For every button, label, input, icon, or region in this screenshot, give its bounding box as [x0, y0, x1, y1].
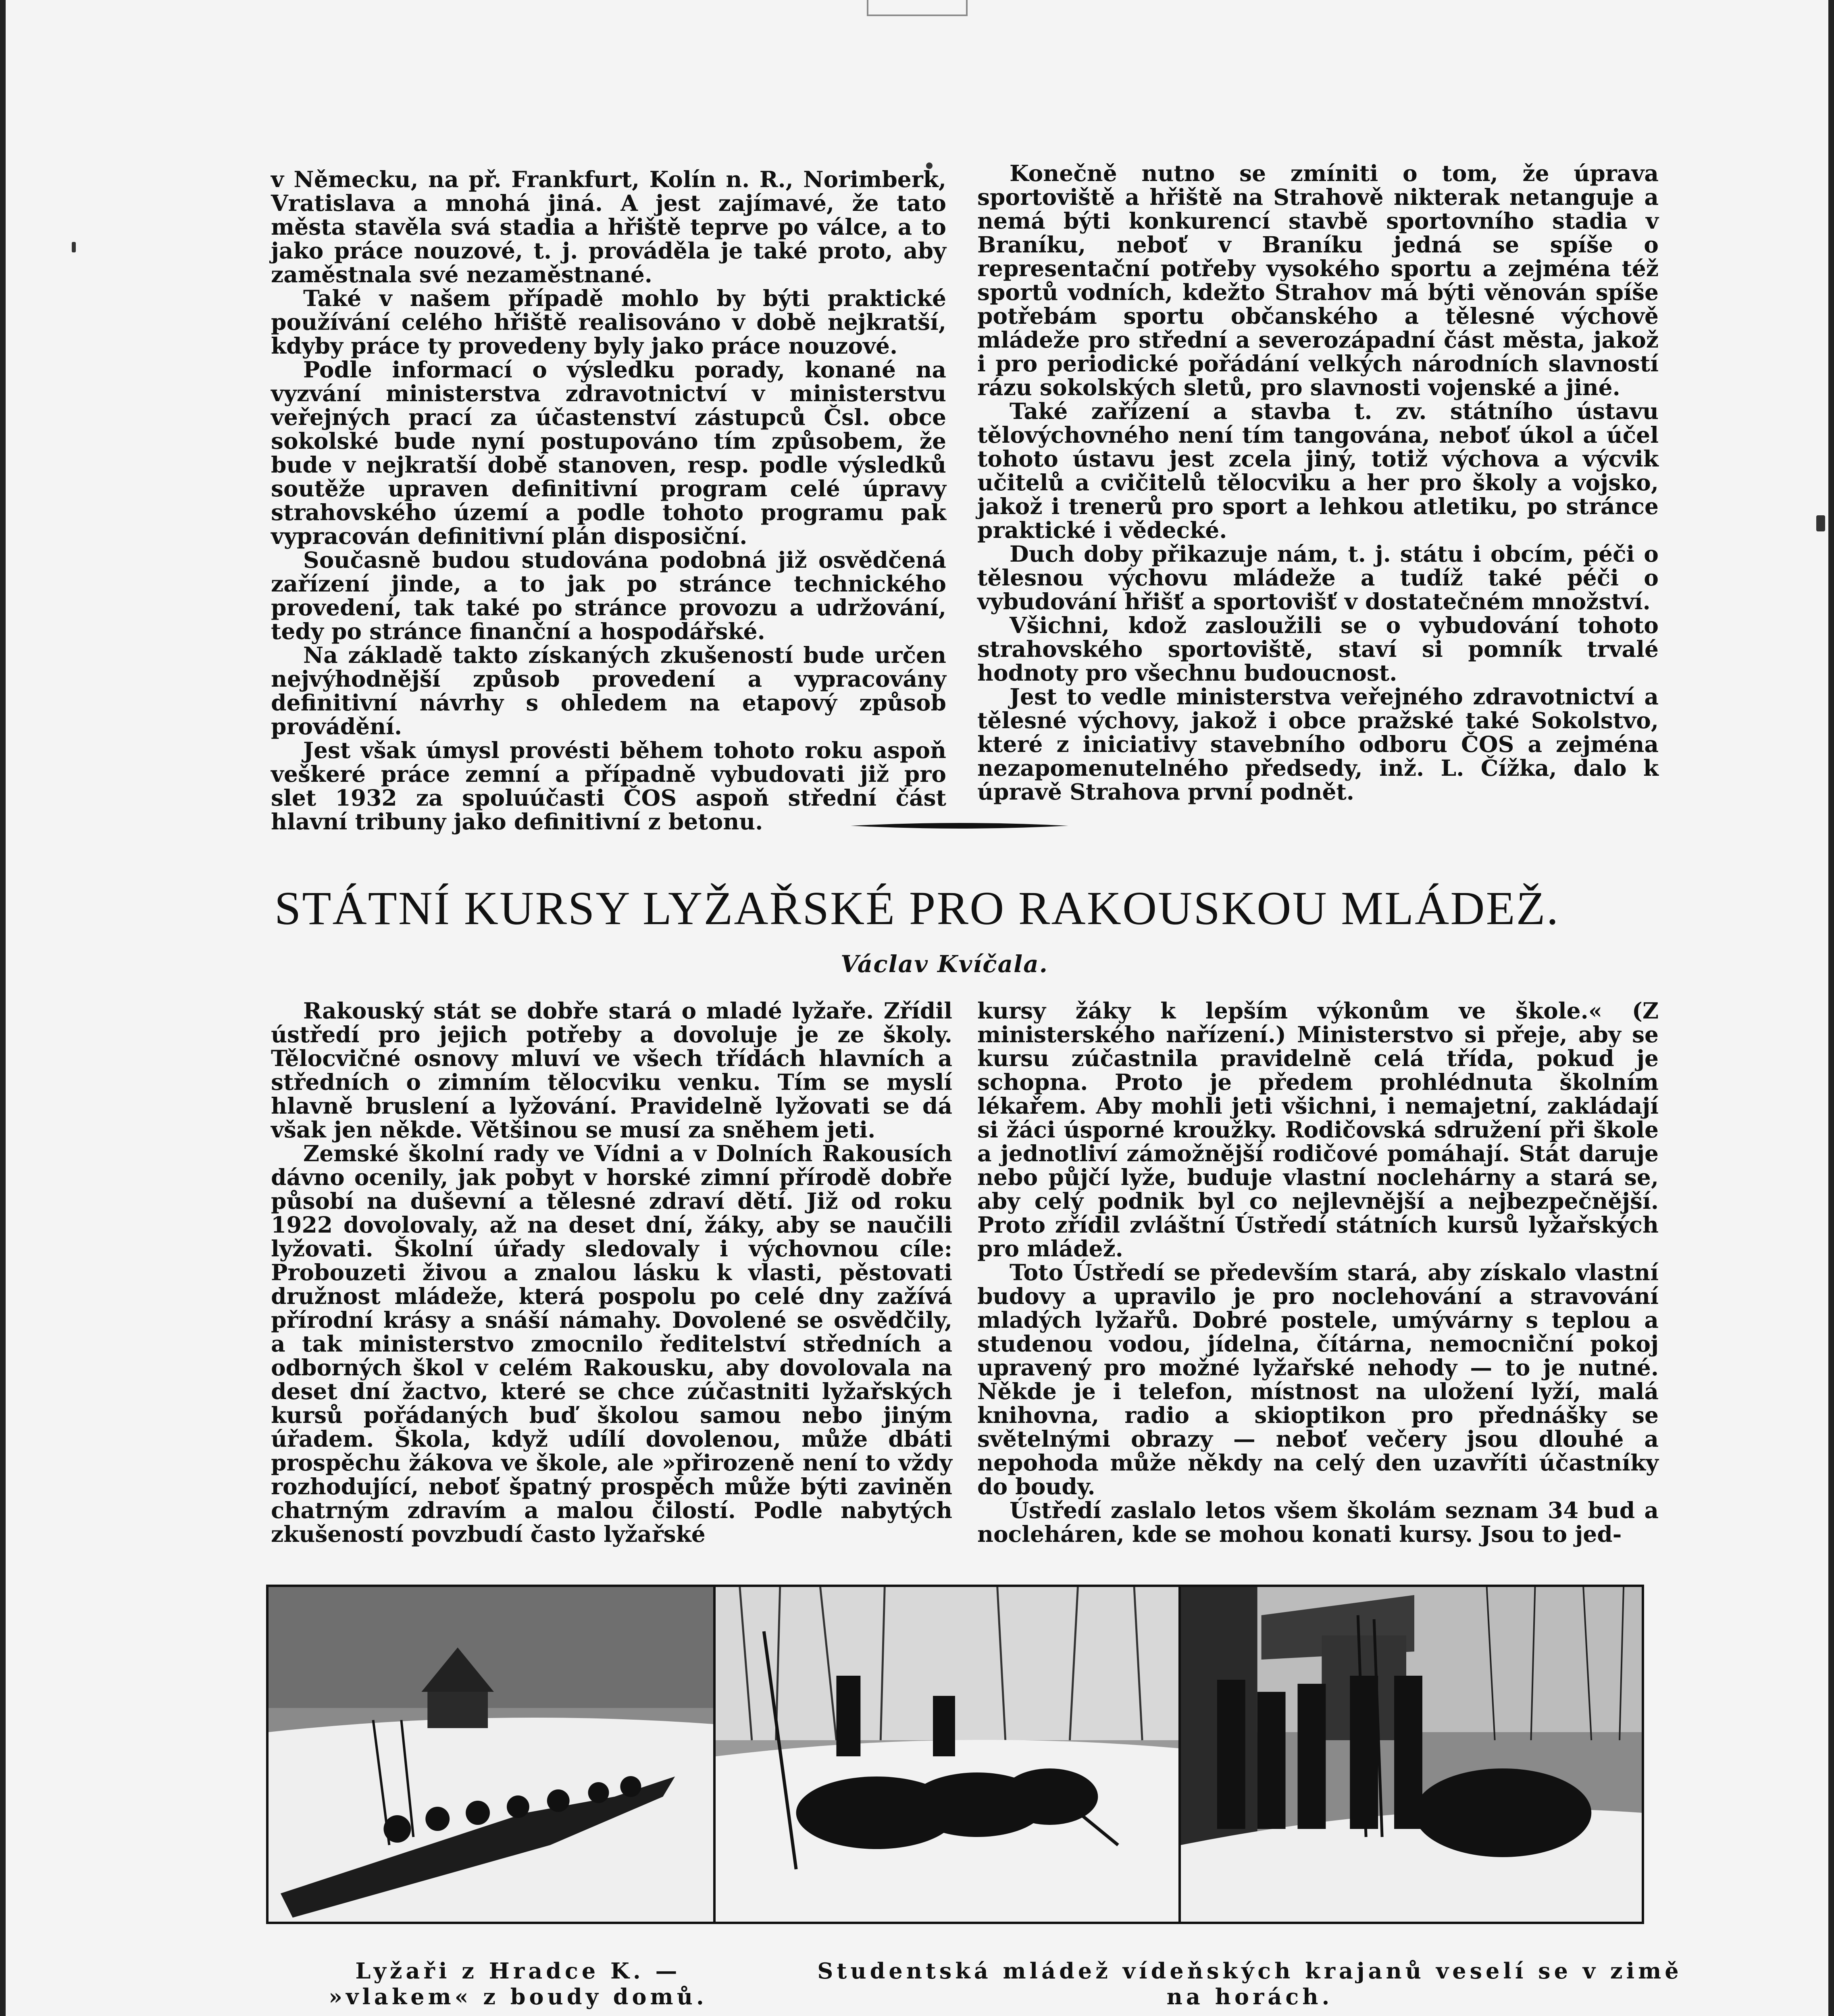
binding-tab — [867, 0, 968, 16]
paragraph: Duch doby přikazuje nám, t. j. státu i obcím, péči o tělesnou výchovu mládeže a tudíž také péči o vybudování hřišť a sportovišť v dostatečném množství. — [977, 541, 1659, 614]
paragraph: kursy žáky k lepším výkonům ve škole.« (Z ministerského nařízení.) Ministerstvo si přeje, aby se kursu zúčastnila pravidelně celá třída, pokud je schopna. Proto je předem prohlédnuta školním lékařem. Aby mohli jeti všichni, i nemajetní, zakládají si žáci úsporné kroužky. Rodičovská sdružení při škole a jednotliví zámožnější rodičové pomáhají. Stát daruje nebo půjčí lyže, buduje vlastní noclehárny a stará se, aby celý podnik byl co nejlevnější a nejbezpečnější. Proto zřídil zvláštní Ústředí státních kursů lyžařských pro mládež. — [977, 998, 1659, 1262]
paragraph: Ústředí zaslalo letos všem školám seznam 34 bud a nocleháren, kde se mohou konati kursy. Jsou to jed- — [977, 1497, 1659, 1547]
paragraph: Současně budou studována podobná již osvědčená zařízení jinde, a to jak po stránce technického provedení, tak také po stránce provozu a udržování, tedy po stránce finanční a hospodářské. — [271, 547, 946, 644]
cabin-group-photo — [1178, 1587, 1642, 1922]
paragraph: Jest však úmysl provésti během tohoto roku aspoň veškeré práce zemní a případně vybudovati již pro slet 1932 za spoluúčasti ČOS aspoň střední část hlavní tribuny jako definitivní z betonu. — [271, 737, 946, 835]
left-column-top — [271, 167, 946, 833]
paragraph: Na základě takto získaných zkušeností bude určen nejvýhodnější způsob provedení a vypracovány definitivní návrhy s ohledem na etapový způsob provádění. — [271, 642, 946, 739]
students-snow-photo — [713, 1587, 1178, 1922]
right-column-top — [977, 161, 1659, 804]
paragraph: Podle informací o výsledku porady, konané na vyzvání ministerstva zdravotnictví v ministerstvu veřejných prací za účastenství zástupců Čsl. obce sokolské bude nyní postupováno tím způsobem, že bude v nejkratší době stanoven, resp. podle výsledků soutěže upraven definitivní program celé úpravy strahovského území a podle tohoto programu pak vypracován definitivní plán disposiční. — [271, 356, 946, 549]
paragraph: Zemské školní rady ve Vídni a v Dolních Rakousích dávno ocenily, jak pobyt v horské zimní přírodě dobře působí na duševní a tělesné zdraví dětí. Již od roku 1922 dovolovaly, až na deset dní, žáky, aby se naučili lyžovati. Školní úřady sledovaly i výchovnou cíle: Probouzeti živou a znalou lásku k vlasti, pěstovati družnost mládeže, která pospolu po celé dny zažívá přírodní krásy a snáší námahy. Dovolené se osvědčily, a tak ministerstvo zmocnilo ředitelství středních a odborných škol v celém Rakousku, aby dovolovala na deset dní žactvo, které se chce zúčastniti lyžařských kursů pořádaných buď školou samou nebo jiným úřadem. Škola, když udílí dovolenou, může dbáti prospěchu žákova ve škole, ale »přirozeně není to vždy rozhodující, neboť špatný prospěch může býti zaviněn chatrným zdravím a malou čilostí. Podle nabytých zkušeností povzbudí často lyžařské — [271, 1140, 952, 1547]
photo-caption-right: Studentská mládež vídeňských krajanů veselí se v zimě na horách. — [817, 1958, 1682, 2010]
paragraph: Také zařízení a stavba t. zv. státního ústavu tělovýchovného není tím tangována, neboť úkol a účel tohoto ústavu jest zcela jiný, totiž výchova a výcvik učitelů a cvičitelů tělocviku a her pro školy a vojsko, jakož i trenerů pro sport a lehkou atletiku, po stránce praktické i vědecké. — [977, 398, 1659, 543]
margin-mark — [72, 242, 76, 252]
paragraph: Všichni, kdož zasloužili se o vybudování tohoto strahovského sportoviště, staví si pomník trvalé hodnoty pro všechnu budoucnost. — [977, 612, 1659, 686]
paragraph: Také v našem případě mohlo by býti praktické používání celého hřiště realisováno v době nejkratší, kdyby práce ty provedeny byly jako práce nouzové. — [271, 285, 946, 359]
paragraph: Rakouský stát se dobře stará o mladé lyžaře. Zřídil ústředí pro jejich potřeby a dovoluje je ze školy. Tělocvičné osnovy mluví ve všech třídách hlavních a středních o zimním tělocviku venku. Tím se myslí hlavně bruslení a lyžování. Pravidelně lyžovati se dá však jen někde. Většinou se musí za sněhem jeti. — [271, 998, 952, 1143]
paragraph: Jest to vedle ministerstva veřejného zdravotnictví a tělesné výchovy, jakož i obce pražské také Sokolstvo, které z iniciativy stavebního odboru ČOS a zejména nezapomenutelného předsedy, inž. L. Čížka, dalo k úpravě Strahova první podnět. — [977, 683, 1659, 805]
paragraph: Toto Ústředí se především stará, aby získalo vlastní budovy a upravilo je pro noclehování a stravování mladých lyžařů. Dobré postele, umývárny s teplou a studenou vodou, jídelna, čítárna, nemocniční pokoj upravený pro možné lyžařské nehody — to je nutné. Někde je i telefon, místnost na uložení lyží, malá knihovna, radio a skioptikon pro přednášky se světelnými obrazy — neboť večery jsou dlouhé a nepohoda může někdy na celý den uzavříti účastníky do boudy. — [977, 1259, 1659, 1500]
sledge-train-photo — [269, 1587, 713, 1922]
article-title: STÁTNÍ KURSY LYŽAŘSKÉ PRO RAKOUSKOU MLÁDEŽ. — [274, 882, 1560, 935]
paragraph: v Německu, na př. Frankfurt, Kolín n. R., Norimberk, Vratislava a mnohá jiná. A jest zajímavé, že tato města stavěla svá stadia a hřiště teprve po válce, a to jako práce nouzové, t. j. prováděla je také proto, aby zaměstnala své nezaměstnané. — [271, 166, 946, 287]
section-divider — [851, 822, 1068, 830]
photo-caption-left: Lyžaři z Hradce K. — »vlakem« z boudy domů. — [329, 1958, 708, 2010]
article-author: Václav Kvíčala. — [841, 950, 1048, 978]
photo-strip — [266, 1585, 1644, 1924]
left-column-bottom — [271, 999, 952, 1546]
paragraph: Konečně nutno se zmíniti o tom, že úprava sportoviště a hřiště na Strahově nikterak netanguje a nemá býti konkurencí stavbě sportovního stadia v Braníku, neboť v Braníku jedná se spíše o representační potřeby vysokého sportu a zejména též sportů vodních, kdežto Strahov má býti věnován spíše potřebám sportu občanského a tělesné výchově mládeže pro střední a severozápadní část města, jakož i pro periodické pořádání velkých národních slavností rázu sokolských sletů, pro slavnosti vojenské a jiné. — [977, 160, 1659, 400]
margin-mark — [1816, 515, 1825, 531]
right-column-bottom — [977, 999, 1659, 1546]
